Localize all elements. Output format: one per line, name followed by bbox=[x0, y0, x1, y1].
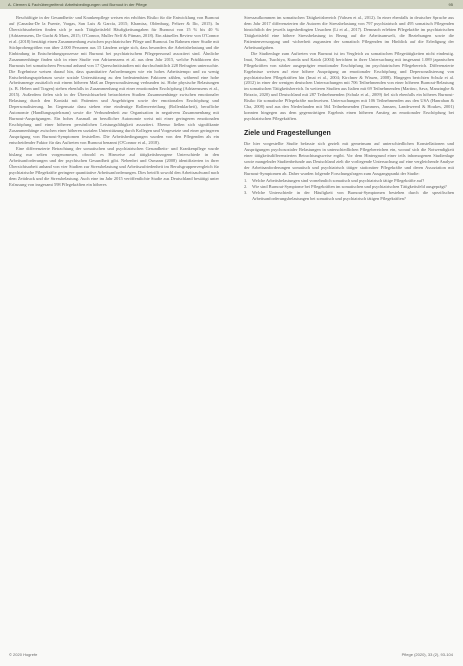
page-number: 95 bbox=[448, 2, 453, 7]
body-paragraph: Die Studienlage zum Auftreten von Burnout ist im Vergleich zu somatischen Pflegetätigkeiten nicht eindeutig. Imai, Nakao, Tsuchiya, Kuroda und Katoh (2004) berichten in ihrer Untersuchung mit insgesamt 1.089 japanischen Pflegekräften von stärker ausgeprägter emotionaler Erschöpfung im psychiatrischen Pflegebereich. Differenzierte Ergebnisse weisen auf eine höhere Ausprägung an emotionaler Erschöpfung und Depersonalisierung von psychiatrischen Pflegekräften hin (Imai et al., 2004; Kirchner & Wissen, 2008). Hingegen berichten Schulz et al. (2012) in einer der wenigen deutschen Untersuchungen mit 706 Teilnehmenden von einer höheren Burnout-Belastung im somatischen Tätigkeitsbereich. In weiteren Studien aus Italien mit 69 Teilnehmenden (Martino, Sava, Manzinghe & Brizzio, 2020) und Deutschland mit 287 Teilnehmenden (Schulz et al., 2009) fiel sich ebenfalls ein höheres Burnout-Risiko für somatische Pflegekräfte nachweisen. Untersuchungen mit 106 Teilnehmenden aus den USA (Hanrahan & Cha, 2008) und aus den Niederlanden mit 564 Teilnehmenden (Tummers, Janssen, Landeweerd & Houkes, 2001) konnten hingegen aus dem gegenwärtigen Ergebnis einen höheren Anstieg an emotionaler Erschöpfung bei psychiatrischen Pflegekräften. bbox=[244, 50, 454, 122]
left-text-column bbox=[9, 15, 219, 645]
footer-citation: Pflege (2020), 33 (2), 93-104 bbox=[401, 652, 453, 657]
list-item-text: Welche Unterschiede in der Häufigkeit von Burnout-Symptomen bestehen durch die spezifischen Arbeitsanforderungsbelastungen bei somatisch und psychiatrisch tätigen Pflegekräften? bbox=[252, 189, 454, 201]
right-text-column bbox=[244, 15, 454, 645]
body-paragraph: Eine differenzierte Betrachtung der somatischen und psychiatrischen Gesundheits- und Krankenpflege wurde bislang nur selten vorgenommen, obwohl es Hinweise auf tätigkeitsbezogene Unterschiede in den Arbeitsanforderungen und der psychischen Gesundheit gibt. Nebenbei und Osmann (2008) identifizierten in ihrer Übersichtsarbeit anhand von vier Studien zur Stressbelastung und Arbeitszufriedenheit im Berufsgruppenvergleich für psychiatrische Pflegekräfte geringere quantitative Arbeitsanforderungen. Dies betrifft sowohl den Arbeitsaufwand nach dem Zeitdruck und die Stressbelastung. Auch eine im Jahr 2015 veröffentlichte Studie aus Deutschland bestätigt unter Erfassung von insgesamt 598 Pflegekräften ein höheres bbox=[9, 145, 219, 187]
footer-copyright: © 2020 Hogrefe bbox=[9, 652, 38, 657]
list-item-number: 1. bbox=[244, 177, 248, 183]
research-questions-list bbox=[244, 178, 454, 202]
body-paragraph: Stressaufkommen im somatischen Tätigkeitsbereich (Vahsen et al., 2012). In einer ebenfalls in deutscher Sprache aus dem Jahr 2017 differenzierten die Autoren die Stressbelastung von 797 psychiatrisch und 495 somatisch Pflegenden hinsichtlich der jeweils tagesbedingten Ursachen (Li et al., 2017). Demnach erlebten Pflegekräfte im psychiatrischen Tätigkeitsfeld eine höhere Stressbelastung in Bezug auf die Arbeitsumwelt, die Beziehungen sowie die Patientenversorgung und -sicherheit zugunsten der somatisch Pflegenden im Hinblick auf die Erledigung der Arbeitsaufgaben. bbox=[244, 15, 454, 50]
body-paragraph: Die hier vorgestellte Studie befasste sich gezielt mit gemeinsam auf unterschiedlichen Konstellationen und Ausprägungen psychosozialer Belastungen in unterschiedlichen Pflegebereichen ein, worauf sich die Notwendigkeit einer tätigkeitsdifferenzierten Betrachtungsweise ergibt. Vor dem Hintergrund einer teils inhomogenen Studienlage sowie mangelnder Studienbefunde aus Deutschland zielt die vorliegende Untersuchung auf eine vergleichende Analyse der Arbeitsanforderungen somatisch und psychiatrisch tätiger stationärer Pflegekräfte und deren Assoziation mit Burnout-Symptomen ab. Daher wurden folgende Forschungsfragen zum Ausgangspunkt der Studie: bbox=[244, 141, 454, 176]
running-header-title: A. Clemen & Fachübergreifend: Arbeitsbedingungen und Burnout in der Pflege bbox=[8, 2, 147, 7]
list-item-number: 2. bbox=[244, 183, 248, 189]
list-item-text: Wie sind Burnout-Symptome bei Pflegekräften im somatischen und psychiatrischen Tätigkeitsfeld ausgeprägt? bbox=[252, 183, 447, 189]
list-item-text: Welche Arbeitsbelastungen sind vornehmlich somatisch und psychiatrisch tätige Pflegekräfte auf? bbox=[252, 177, 425, 183]
running-header bbox=[0, 0, 463, 9]
list-item-number: 3. bbox=[244, 189, 248, 195]
list-item bbox=[244, 190, 454, 202]
section-heading-aims: Ziele und Fragestellungen bbox=[244, 130, 331, 138]
body-paragraph: Beschäftigte in der Gesundheits- und Krankenpflege weisen ein erhöhtes Risiko für die Entwicklung von Burnout auf (Canadas-De la Fuente, Vargas, San Luis & García, 2015; Khamisa, Oldenburg, Peltzer & Ilic, 2015). In Übersichtsarbeiten finden sich je nach Tätigkeitsfeld Häufigkeitsangaben für Burnout von 15 % bis 40 % (Adriaenssens, De Gucht & Maes, 2015; O'Connor, Muller Neff & Pitman, 2018). Ein aktuelles Review von O'Connor et al. (2018) bestätigt einen Zusammenhang zwischen psychiatrischer Pflege und Burnout. Im Rahmen einer Studie mit Stichprobengrößen von über 2.000 Personen aus 15 Ländern zeigte sich, dass besonders die Arbeitsbelastung und die Einbindung in Entscheidungsprozesse mit Burnout bei psychiatrischem Pflegepersonal assoziiert sind. Ähnliche Zusammenhänge finden sich in einer Studie von Adriaenssens et al. aus dem Jahr 2015, welche Prädiktoren des Burnouts bei somatischem Personal anhand von 17 Querschnittstudien mit durchschnittlich 228 Befragten untersuchte. Die Ergebnisse weisen darauf hin, dass quantitative Anforderungen wie ein hohes Arbeitstempo und zu wenig Entscheidungsspielraum sowie soziale Unterstützung zu den bedeutendsten Faktoren zählen, während eine hohe Arbeitsmenge zusätzlich mit einem höheren Maß an Depersonalisierung verbunden ist. Hohe physische Belastungen (z. B. Heben und Tragen) stehen ebenfalls in Zusammenhang mit einer emotionalen Erschöpfung (Adriaenssens et al., 2015). Außerdem fielen sich in der Übersichtsarbeit betrachteten Studien Zusammenhänge zwischen emotionaler Belastung durch den Kontakt mit Patienten und Angehörigen sowie der emotionalen Erschöpfung und Depersonalisierung. Im Gegensatz dazu stehen eine eindeutige Rollenverteilung (Rollenklarheit), berufliche Autonomie (Handlungsspielraum) sowie die Verbundenheit zur Organisation in negativem Zusammenhang mit Burnout-Ausprägungen. Ein hohes Ausmaß an beruflicher Autonomie weist mit einer geringeren emotionalen Erschöpfung und einer höheren persönlichen Leistungsfähigkeit assoziiert. Ebenso ließen sich signifikante Zusammenhänge zwischen einer höheren sozialen Unterstützung durch Kollegen und Vorgesetzte und einer geringeren Ausprägung von Burnout-Symptomen feststellen. Die Arbeitsbedingungen wurden von den Pflegenden als ein entscheidender Faktor für das Auftreten von Burnout benannt (O'Connor et al., 2018). bbox=[9, 15, 219, 146]
